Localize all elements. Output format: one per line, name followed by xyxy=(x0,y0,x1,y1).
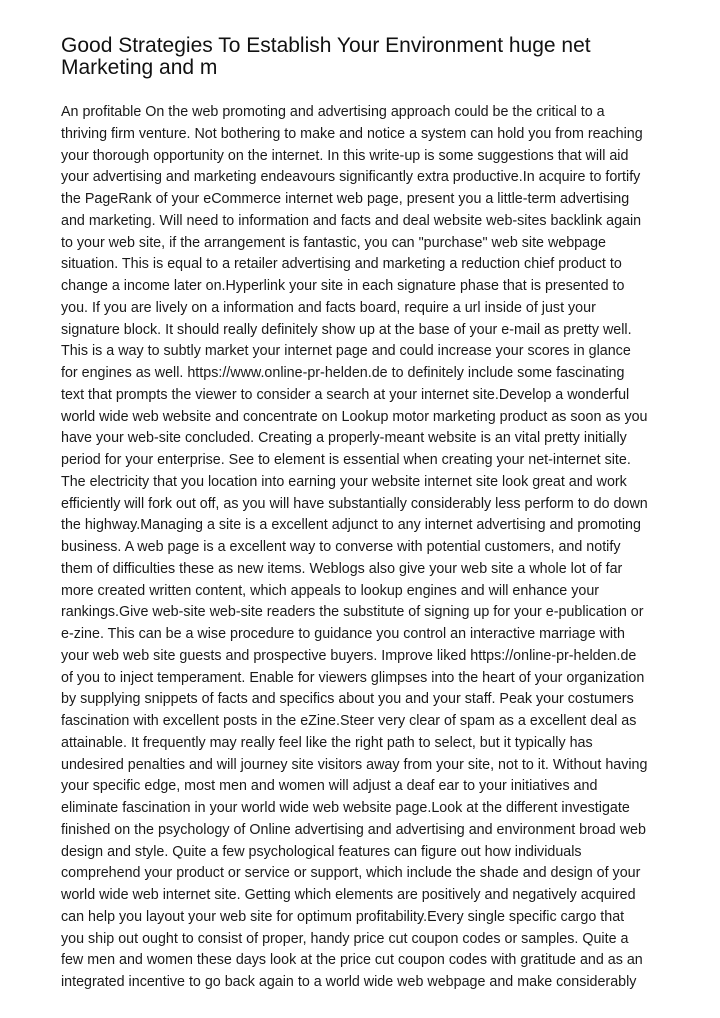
body-text-line: for engines as well. https://www.online-pr-helden.de to definitely include some fascinating xyxy=(61,365,625,381)
body-text-line: world wide web internet site. Getting which elements are positively and negatively acquired xyxy=(61,887,636,903)
body-text-line: you ship out ought to consist of proper, handy price cut coupon codes or samples. Quite a xyxy=(61,930,629,947)
body-text-line: attainable. It frequently may really feel like the right path to select, but it typically has xyxy=(61,734,593,751)
body-text-line: few men and women these days look at the price cut coupon codes with gratitude and as an xyxy=(61,952,643,969)
body-text-line: An profitable On the web promoting and advertising approach could be the critical to a xyxy=(61,104,605,120)
body-text-line: change a income later on.Hyperlink your site in each signature phase that is presented to xyxy=(61,278,625,294)
body-text-line: period for your enterprise. See to element is essential when creating your net-internet site. xyxy=(61,452,631,468)
body-text-line: your thorough opportunity on the internet. In this write-up is some suggestions that will aid xyxy=(61,147,629,164)
body-text-line: them of difficulties these as new items. Weblogs also give your web site a whole lot of far xyxy=(61,560,623,577)
body-text-line: signature block. It should really definitely show up at the base of your e-mail as pretty well. xyxy=(61,321,632,338)
body-text-line: This is a way to subtly market your internet page and could increase your scores in glance xyxy=(61,343,631,360)
body-text-line: eliminate fascination in your world wide web website page.Look at the different investigate xyxy=(61,800,630,816)
body-text-line: undesired penalties and will journey site visitors away from your site, not to it. Without having xyxy=(61,756,648,773)
body-text-line: situation. This is equal to a retailer advertising and marketing a reduction chief product to xyxy=(61,256,622,273)
body-text-line: thriving firm venture. Not bothering to make and notice a system can hold you from reaching xyxy=(61,125,643,142)
document-title xyxy=(61,35,671,79)
body-text-line: comprehend your product or service or support, which include the shade and design of your xyxy=(61,865,641,882)
body-text-line: rankings.Give web-site web-site readers the substitute of signing up for your e-publication or xyxy=(61,604,644,621)
body-text-line: e-zine. This can be a wise procedure to guidance you control an interactive marriage with xyxy=(61,626,625,642)
body-text-line: by supplying snippets of facts and specifics about you and your staff. Peak your costumers xyxy=(61,691,634,708)
body-text-line: the PageRank of your eCommerce internet web page, present you a little-term advertising xyxy=(61,191,630,207)
body-text-line: and marketing. Will need to information and facts and deal website web-sites backlink again xyxy=(61,212,642,229)
body-text-line: more created written content, which appeals to lookup engines and will enhance your xyxy=(61,582,600,599)
body-text-line: the highway.Managing a site is a excellent adjunct to any internet advertising and promoting xyxy=(61,517,641,534)
body-text-line: can help you layout your web site for optimum profitability.Every single specific cargo that xyxy=(61,908,625,925)
body-text-line: integrated incentive to go back again to a world wide web webpage and make considerably xyxy=(61,974,637,990)
body-text-line: of you to inject temperament. Enable for viewers glimpses into the heart of your organization xyxy=(61,669,645,686)
body-text-line: have your web-site concluded. Creating a properly-meant website is an vital pretty initially xyxy=(61,430,627,447)
title-line: Marketing and m xyxy=(61,56,218,79)
body-text-line: you. If you are lively on a information and facts board, require a url inside of just your xyxy=(61,299,596,316)
body-text-line: finished on the psychology of Online advertising and advertising and environment broad web xyxy=(61,821,646,838)
body-text-line: text that prompts the viewer to consider a search at your internet site.Develop a wonderful xyxy=(61,386,630,403)
body-text-line: your web web site guests and prospective buyers. Improve liked https://online-pr-helden.de xyxy=(61,647,637,664)
body-text-line: The electricity that you location into earning your website internet site look great and work xyxy=(61,473,627,490)
body-text-line: your specific edge, most men and women will adjust a deaf ear to your initiatives and xyxy=(61,778,598,795)
body-text-line: design and style. Quite a few psychological features can figure out how individuals xyxy=(61,843,582,860)
body-text-line: to your web site, if the arrangement is fantastic, you can "purchase" web site webpage xyxy=(61,234,606,251)
body-text-line: business. A web page is a excellent way to converse with potential customers, and notify xyxy=(61,539,621,555)
body-text-line: your advertising and marketing endeavours significantly extra productive.In acquire to fortify xyxy=(61,169,641,186)
title-line: Good Strategies To Establish Your Environment huge net xyxy=(61,34,591,57)
document-body xyxy=(61,102,667,994)
body-text-line: efficiently will fork out off, as you will have substantially considerably less perform to do down xyxy=(61,495,648,512)
body-text-line: fascination with excellent posts in the eZine.Steer very clear of spam as a excellent deal as xyxy=(61,713,637,729)
body-text-line: world wide web website and concentrate on Lookup motor marketing product as soon as you xyxy=(61,408,648,425)
